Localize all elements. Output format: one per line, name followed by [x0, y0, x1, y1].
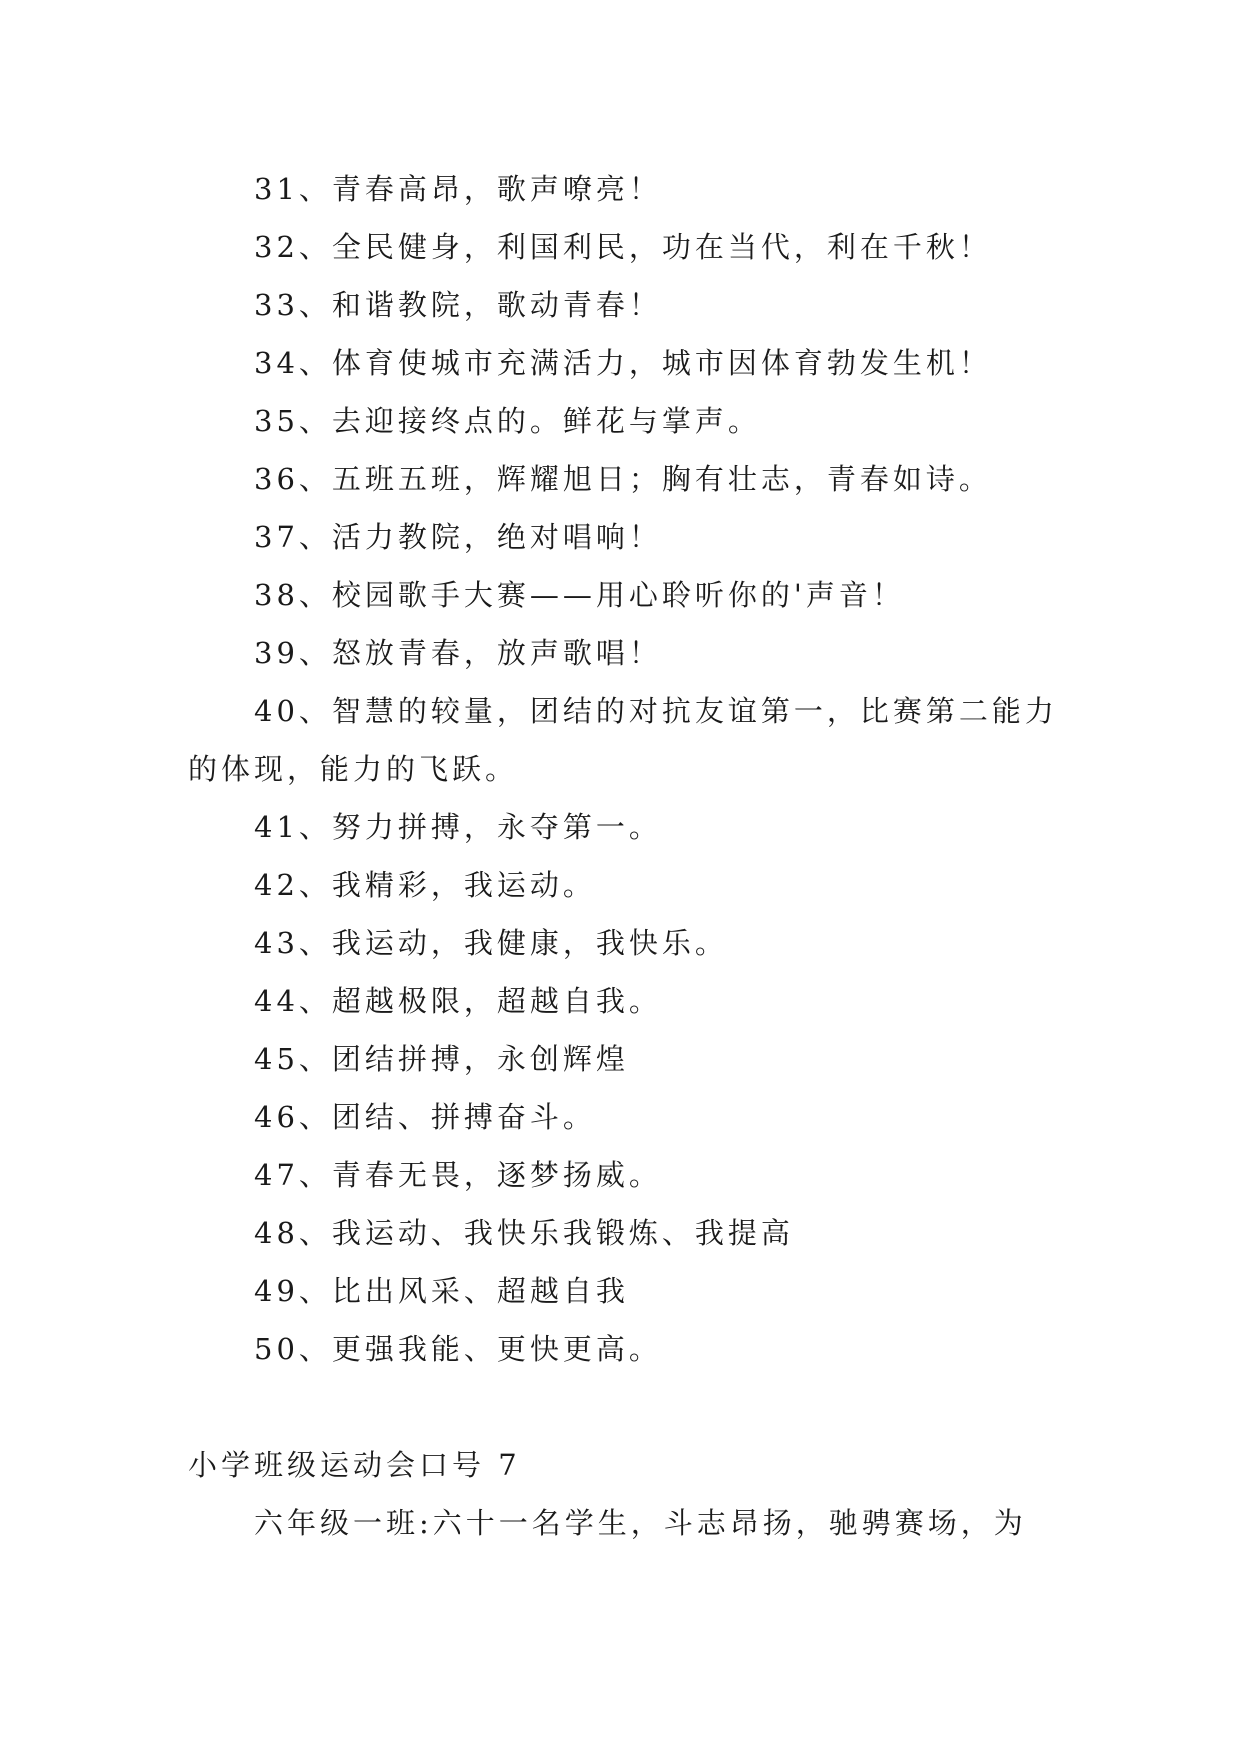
slogan-line: 48、我运动、我快乐我锻炼、我提高: [254, 1216, 794, 1250]
section-paragraph: 六年级一班:六十一名学生，斗志昂扬，驰骋赛场，为: [254, 1506, 1027, 1540]
slogan-line: 34、体育使城市充满活力，城市因体育勃发生机！: [254, 346, 992, 380]
slogan-line: 31、青春高昂，歌声嘹亮！: [254, 172, 662, 206]
slogan-line: 42、我精彩，我运动。: [254, 868, 596, 902]
slogan-line: 46、团结、拼搏奋斗。: [254, 1100, 596, 1134]
slogan-line: 44、超越极限，超越自我。: [254, 984, 662, 1018]
slogan-line: 50、更强我能、更快更高。: [254, 1332, 662, 1366]
slogan-line: 49、比出风采、超越自我: [254, 1274, 629, 1308]
slogan-line: 41、努力拼搏，永夺第一。: [254, 810, 662, 844]
slogan-line: 40、智慧的较量，团结的对抗友谊第一，比赛第二能力的体现，能力的飞跃。: [188, 694, 1058, 786]
slogan-line: 37、活力教院，绝对唱响！: [254, 520, 662, 554]
slogan-line: 36、五班五班，辉耀旭日；胸有壮志，青春如诗。: [254, 462, 992, 496]
slogan-line: 47、青春无畏，逐梦扬威。: [254, 1158, 662, 1192]
slogan-line: 38、校园歌手大赛——用心聆听你的'声音！: [254, 578, 905, 612]
slogan-line: 33、和谐教院，歌动青春！: [254, 288, 662, 322]
slogan-line: 45、团结拼搏，永创辉煌: [254, 1042, 629, 1076]
slogan-line: 39、怒放青春，放声歌唱！: [254, 636, 662, 670]
slogan-line: 43、我运动，我健康，我快乐。: [254, 926, 728, 960]
slogan-line: 35、去迎接终点的。鲜花与掌声。: [254, 404, 761, 438]
section-heading: 小学班级运动会口号 7: [188, 1448, 521, 1482]
document-body: [188, 160, 1058, 1552]
slogan-line: 32、全民健身，利国利民，功在当代，利在千秋！: [254, 230, 992, 264]
